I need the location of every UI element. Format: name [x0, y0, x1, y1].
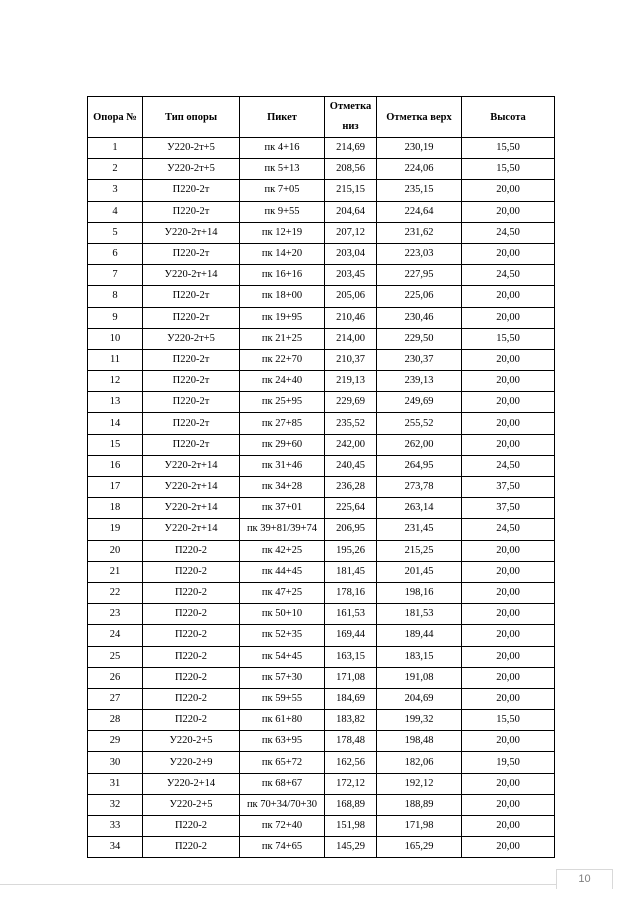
cell-picket: пк 57+30 — [240, 667, 325, 688]
cell-elevation-top: 249,69 — [377, 392, 462, 413]
table-row — [88, 138, 555, 159]
cell-picket: пк 24+40 — [240, 371, 325, 392]
cell-picket: пк 61+80 — [240, 710, 325, 731]
cell-picket: пк 72+40 — [240, 816, 325, 837]
cell-height: 20,00 — [462, 201, 555, 222]
cell-support-no: 25 — [88, 646, 143, 667]
cell-picket: пк 14+20 — [240, 243, 325, 264]
cell-height: 20,00 — [462, 371, 555, 392]
cell-picket: пк 25+95 — [240, 392, 325, 413]
cell-height: 20,00 — [462, 667, 555, 688]
cell-elevation-top: 264,95 — [377, 455, 462, 476]
header-support-no: Опора № — [88, 97, 143, 138]
header-support-type: Тип опоры — [143, 97, 240, 138]
cell-support-type: П220-2 — [143, 561, 240, 582]
table-row — [88, 477, 555, 498]
cell-support-type: П220-2т — [143, 434, 240, 455]
cell-elevation-top: 198,16 — [377, 582, 462, 603]
cell-support-type: П220-2т — [143, 243, 240, 264]
cell-elevation-bottom: 204,64 — [325, 201, 377, 222]
cell-picket: пк 16+16 — [240, 265, 325, 286]
table-row — [88, 604, 555, 625]
cell-support-type: П220-2т — [143, 201, 240, 222]
cell-elevation-top: 229,50 — [377, 328, 462, 349]
cell-elevation-bottom: 210,37 — [325, 349, 377, 370]
cell-picket: пк 9+55 — [240, 201, 325, 222]
table-row — [88, 731, 555, 752]
cell-elevation-top: 224,06 — [377, 159, 462, 180]
cell-elevation-top: 239,13 — [377, 371, 462, 392]
cell-support-no: 26 — [88, 667, 143, 688]
cell-support-type: П220-2т — [143, 371, 240, 392]
cell-support-type: П220-2 — [143, 582, 240, 603]
cell-picket: пк 47+25 — [240, 582, 325, 603]
table-row — [88, 307, 555, 328]
cell-elevation-top: 181,53 — [377, 604, 462, 625]
cell-support-no: 33 — [88, 816, 143, 837]
table-row — [88, 349, 555, 370]
table-row — [88, 794, 555, 815]
header-picket: Пикет — [240, 97, 325, 138]
header-elevation-top: Отметка верх — [377, 97, 462, 138]
cell-picket: пк 37+01 — [240, 498, 325, 519]
cell-support-type: П220-2 — [143, 688, 240, 709]
cell-elevation-bottom: 206,95 — [325, 519, 377, 540]
cell-height: 20,00 — [462, 816, 555, 837]
cell-height: 20,00 — [462, 688, 555, 709]
cell-picket: пк 19+95 — [240, 307, 325, 328]
cell-height: 20,00 — [462, 540, 555, 561]
cell-height: 20,00 — [462, 646, 555, 667]
cell-support-no: 31 — [88, 773, 143, 794]
cell-elevation-top: 215,25 — [377, 540, 462, 561]
cell-support-type: У220-2т+5 — [143, 159, 240, 180]
cell-support-type: П220-2т — [143, 286, 240, 307]
cell-elevation-bottom: 214,00 — [325, 328, 377, 349]
cell-support-type: П220-2 — [143, 625, 240, 646]
cell-elevation-bottom: 235,52 — [325, 413, 377, 434]
cell-elevation-top: 255,52 — [377, 413, 462, 434]
cell-picket: пк 54+45 — [240, 646, 325, 667]
cell-support-no: 14 — [88, 413, 143, 434]
cell-support-no: 32 — [88, 794, 143, 815]
cell-height: 37,50 — [462, 498, 555, 519]
cell-support-type: П220-2 — [143, 667, 240, 688]
cell-elevation-top: 198,48 — [377, 731, 462, 752]
cell-elevation-top: 231,62 — [377, 222, 462, 243]
table-row — [88, 455, 555, 476]
cell-picket: пк 29+60 — [240, 434, 325, 455]
cell-elevation-bottom: 203,45 — [325, 265, 377, 286]
table-row — [88, 688, 555, 709]
cell-height: 15,50 — [462, 159, 555, 180]
cell-picket: пк 21+25 — [240, 328, 325, 349]
table-row — [88, 519, 555, 540]
table-row — [88, 434, 555, 455]
cell-height: 20,00 — [462, 286, 555, 307]
cell-support-no: 5 — [88, 222, 143, 243]
table-row — [88, 625, 555, 646]
cell-support-no: 20 — [88, 540, 143, 561]
table-row — [88, 498, 555, 519]
table-row — [88, 222, 555, 243]
table-row — [88, 582, 555, 603]
cell-height: 20,00 — [462, 180, 555, 201]
table-row — [88, 201, 555, 222]
cell-elevation-top: 263,14 — [377, 498, 462, 519]
table-row — [88, 328, 555, 349]
cell-height: 37,50 — [462, 477, 555, 498]
cell-height: 24,50 — [462, 222, 555, 243]
cell-support-no: 6 — [88, 243, 143, 264]
cell-elevation-bottom: 183,82 — [325, 710, 377, 731]
cell-height: 20,00 — [462, 773, 555, 794]
cell-support-no: 13 — [88, 392, 143, 413]
cell-picket: пк 52+35 — [240, 625, 325, 646]
cell-elevation-top: 183,15 — [377, 646, 462, 667]
cell-support-type: У220-2+9 — [143, 752, 240, 773]
cell-elevation-bottom: 208,56 — [325, 159, 377, 180]
cell-picket: пк 34+28 — [240, 477, 325, 498]
cell-support-no: 10 — [88, 328, 143, 349]
cell-support-no: 12 — [88, 371, 143, 392]
cell-support-type: П220-2 — [143, 646, 240, 667]
cell-support-no: 2 — [88, 159, 143, 180]
table-row — [88, 159, 555, 180]
header-elevation-bottom: Отметка низ — [325, 97, 377, 138]
cell-support-no: 11 — [88, 349, 143, 370]
cell-elevation-bottom: 225,64 — [325, 498, 377, 519]
cell-height: 20,00 — [462, 413, 555, 434]
cell-elevation-bottom: 219,13 — [325, 371, 377, 392]
cell-elevation-bottom: 203,04 — [325, 243, 377, 264]
cell-support-no: 29 — [88, 731, 143, 752]
cell-height: 20,00 — [462, 434, 555, 455]
cell-support-type: У220-2т+5 — [143, 138, 240, 159]
cell-support-type: П220-2т — [143, 349, 240, 370]
cell-height: 20,00 — [462, 243, 555, 264]
table-row — [88, 816, 555, 837]
cell-elevation-bottom: 169,44 — [325, 625, 377, 646]
cell-support-type: У220-2т+14 — [143, 455, 240, 476]
cell-picket: пк 7+05 — [240, 180, 325, 201]
cell-support-no: 24 — [88, 625, 143, 646]
cell-support-no: 1 — [88, 138, 143, 159]
cell-elevation-bottom: 162,56 — [325, 752, 377, 773]
cell-picket: пк 63+95 — [240, 731, 325, 752]
cell-elevation-bottom: 214,69 — [325, 138, 377, 159]
cell-elevation-bottom: 242,00 — [325, 434, 377, 455]
cell-elevation-bottom: 163,15 — [325, 646, 377, 667]
cell-elevation-bottom: 171,08 — [325, 667, 377, 688]
cell-height: 19,50 — [462, 752, 555, 773]
cell-elevation-top: 223,03 — [377, 243, 462, 264]
cell-elevation-top: 225,06 — [377, 286, 462, 307]
cell-support-type: У220-2т+14 — [143, 265, 240, 286]
footer-divider — [0, 884, 556, 885]
cell-height: 20,00 — [462, 604, 555, 625]
cell-picket: пк 31+46 — [240, 455, 325, 476]
cell-picket: пк 74+65 — [240, 837, 325, 858]
cell-elevation-top: 273,78 — [377, 477, 462, 498]
cell-support-no: 18 — [88, 498, 143, 519]
cell-support-no: 19 — [88, 519, 143, 540]
cell-support-type: П220-2т — [143, 180, 240, 201]
cell-elevation-top: 230,19 — [377, 138, 462, 159]
header-height: Высота — [462, 97, 555, 138]
cell-height: 20,00 — [462, 392, 555, 413]
cell-elevation-bottom: 178,16 — [325, 582, 377, 603]
cell-support-type: П220-2 — [143, 540, 240, 561]
cell-support-no: 8 — [88, 286, 143, 307]
cell-support-no: 9 — [88, 307, 143, 328]
cell-support-no: 22 — [88, 582, 143, 603]
cell-support-no: 4 — [88, 201, 143, 222]
cell-picket: пк 68+67 — [240, 773, 325, 794]
cell-height: 24,50 — [462, 519, 555, 540]
cell-height: 20,00 — [462, 582, 555, 603]
cell-elevation-bottom: 161,53 — [325, 604, 377, 625]
cell-elevation-bottom: 181,45 — [325, 561, 377, 582]
cell-elevation-top: 182,06 — [377, 752, 462, 773]
table-row — [88, 752, 555, 773]
cell-picket: пк 70+34/70+30 — [240, 794, 325, 815]
table-header-row — [88, 97, 555, 138]
cell-support-type: У220-2т+5 — [143, 328, 240, 349]
cell-height: 15,50 — [462, 328, 555, 349]
table-row — [88, 371, 555, 392]
cell-height: 20,00 — [462, 349, 555, 370]
cell-support-no: 3 — [88, 180, 143, 201]
table-row — [88, 286, 555, 307]
table-row — [88, 710, 555, 731]
cell-support-type: П220-2 — [143, 604, 240, 625]
cell-elevation-top: 224,64 — [377, 201, 462, 222]
supports-table — [87, 96, 555, 858]
table-row — [88, 773, 555, 794]
cell-elevation-top: 171,98 — [377, 816, 462, 837]
cell-picket: пк 18+00 — [240, 286, 325, 307]
cell-elevation-bottom: 178,48 — [325, 731, 377, 752]
cell-elevation-bottom: 205,06 — [325, 286, 377, 307]
table-row — [88, 265, 555, 286]
cell-support-no: 7 — [88, 265, 143, 286]
table-row — [88, 392, 555, 413]
cell-height: 24,50 — [462, 265, 555, 286]
cell-elevation-top: 199,32 — [377, 710, 462, 731]
cell-support-type: П220-2 — [143, 837, 240, 858]
cell-support-no: 23 — [88, 604, 143, 625]
cell-picket: пк 59+55 — [240, 688, 325, 709]
cell-height: 20,00 — [462, 794, 555, 815]
cell-support-no: 21 — [88, 561, 143, 582]
cell-picket: пк 22+70 — [240, 349, 325, 370]
cell-support-type: П220-2т — [143, 413, 240, 434]
cell-picket: пк 4+16 — [240, 138, 325, 159]
cell-picket: пк 27+85 — [240, 413, 325, 434]
cell-support-type: У220-2т+14 — [143, 477, 240, 498]
cell-support-type: П220-2т — [143, 392, 240, 413]
cell-elevation-bottom: 145,29 — [325, 837, 377, 858]
cell-support-type: У220-2+5 — [143, 794, 240, 815]
cell-elevation-bottom: 236,28 — [325, 477, 377, 498]
cell-support-type: У220-2т+14 — [143, 519, 240, 540]
cell-support-type: П220-2т — [143, 307, 240, 328]
cell-support-type: У220-2+5 — [143, 731, 240, 752]
cell-height: 15,50 — [462, 710, 555, 731]
cell-elevation-bottom: 215,15 — [325, 180, 377, 201]
cell-elevation-bottom: 168,89 — [325, 794, 377, 815]
table-row — [88, 837, 555, 858]
cell-elevation-top: 204,69 — [377, 688, 462, 709]
cell-elevation-top: 231,45 — [377, 519, 462, 540]
cell-support-no: 30 — [88, 752, 143, 773]
table-row — [88, 561, 555, 582]
cell-height: 15,50 — [462, 138, 555, 159]
cell-picket: пк 39+81/39+74 — [240, 519, 325, 540]
cell-height: 20,00 — [462, 307, 555, 328]
table-body — [88, 138, 555, 858]
cell-support-type: П220-2 — [143, 816, 240, 837]
cell-elevation-top: 230,37 — [377, 349, 462, 370]
cell-elevation-top: 227,95 — [377, 265, 462, 286]
table-row — [88, 413, 555, 434]
cell-support-no: 15 — [88, 434, 143, 455]
cell-support-no: 34 — [88, 837, 143, 858]
cell-elevation-top: 201,45 — [377, 561, 462, 582]
cell-elevation-top: 230,46 — [377, 307, 462, 328]
cell-elevation-bottom: 240,45 — [325, 455, 377, 476]
cell-elevation-top: 165,29 — [377, 837, 462, 858]
cell-support-type: У220-2+14 — [143, 773, 240, 794]
cell-height: 20,00 — [462, 561, 555, 582]
cell-picket: пк 42+25 — [240, 540, 325, 561]
cell-picket: пк 65+72 — [240, 752, 325, 773]
cell-support-type: У220-2т+14 — [143, 498, 240, 519]
cell-elevation-bottom: 195,26 — [325, 540, 377, 561]
cell-height: 20,00 — [462, 837, 555, 858]
cell-elevation-top: 235,15 — [377, 180, 462, 201]
page-number: 10 — [556, 869, 613, 889]
cell-support-no: 16 — [88, 455, 143, 476]
cell-picket: пк 50+10 — [240, 604, 325, 625]
cell-height: 20,00 — [462, 625, 555, 646]
cell-elevation-top: 191,08 — [377, 667, 462, 688]
table-row — [88, 667, 555, 688]
cell-elevation-top: 189,44 — [377, 625, 462, 646]
cell-picket: пк 5+13 — [240, 159, 325, 180]
cell-support-no: 28 — [88, 710, 143, 731]
cell-elevation-bottom: 229,69 — [325, 392, 377, 413]
cell-height: 20,00 — [462, 731, 555, 752]
cell-elevation-bottom: 151,98 — [325, 816, 377, 837]
cell-support-type: П220-2 — [143, 710, 240, 731]
table-row — [88, 646, 555, 667]
cell-support-no: 17 — [88, 477, 143, 498]
cell-picket: пк 44+45 — [240, 561, 325, 582]
cell-support-no: 27 — [88, 688, 143, 709]
cell-elevation-bottom: 172,12 — [325, 773, 377, 794]
cell-elevation-top: 192,12 — [377, 773, 462, 794]
table-row — [88, 180, 555, 201]
cell-elevation-bottom: 207,12 — [325, 222, 377, 243]
cell-picket: пк 12+19 — [240, 222, 325, 243]
cell-elevation-top: 262,00 — [377, 434, 462, 455]
cell-elevation-bottom: 210,46 — [325, 307, 377, 328]
cell-support-type: У220-2т+14 — [143, 222, 240, 243]
cell-elevation-top: 188,89 — [377, 794, 462, 815]
cell-elevation-bottom: 184,69 — [325, 688, 377, 709]
table-row — [88, 540, 555, 561]
cell-height: 24,50 — [462, 455, 555, 476]
table-row — [88, 243, 555, 264]
